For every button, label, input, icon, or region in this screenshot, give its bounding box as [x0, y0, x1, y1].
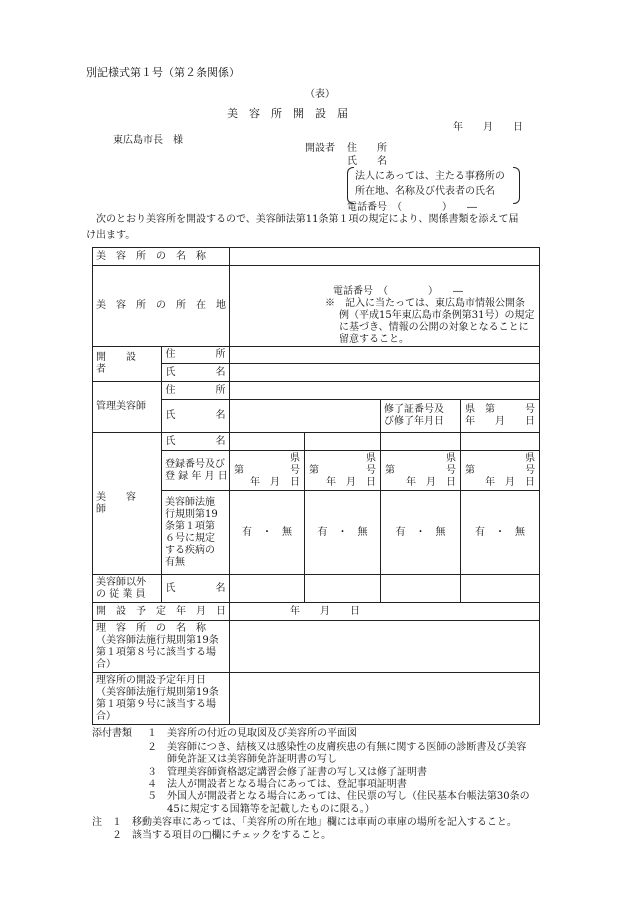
beautician-1-name[interactable]: [230, 433, 305, 451]
cert-label-1: 修了証番号及: [384, 404, 444, 415]
reg-number: 第 号: [234, 464, 300, 476]
beautician-3-registration[interactable]: [381, 451, 461, 491]
cert-prefecture: 県 第 号: [465, 404, 536, 415]
attachment-item: ５ 外国人が開設者となる場合にあっては、住民票の写し（住民基本台帳法第30条の: [147, 791, 530, 802]
cert-date: 年 月 日: [465, 416, 536, 427]
note-item: ２ 該当する項目の□欄にチェックをすること。: [112, 830, 332, 841]
attachments-label: 添付書類: [92, 728, 132, 739]
disease-label-6: 有無: [165, 556, 185, 568]
barber-date-label-4: 合）: [96, 710, 116, 722]
founder-name-field[interactable]: [230, 364, 540, 382]
attachment-item: ２ 美容師につき、結核又は感染性の皮膚疾患の有無に関する医師の診断書及び美容: [147, 742, 527, 753]
salon-name-field[interactable]: [230, 248, 540, 266]
registration-label: [162, 451, 230, 491]
reg-prefecture: 県: [366, 452, 376, 464]
barber-name-label-3: 第１項第８号に該当する場: [96, 646, 216, 658]
disease-label-3: 条第１項第: [165, 520, 215, 532]
founder-address-label: 住 所: [162, 347, 230, 364]
disease-label-5: する疾病の: [165, 544, 215, 556]
barber-date-label-2: （美容師法施行規則第19条: [96, 686, 219, 698]
staff-label-1: 美容師以外: [96, 576, 146, 588]
staff-2-name[interactable]: [305, 575, 381, 603]
reg-date: 年 月 日: [406, 476, 456, 488]
submission-date: 年 月 日: [453, 122, 523, 133]
beautician-4-disease[interactable]: 有 ・ 無: [461, 491, 540, 575]
note-item: １ 移動美容車にあっては、「美容所の所在地」欄には車両の車庫の場所を記入すること。: [112, 817, 517, 828]
front-side-mark: （表）: [305, 89, 335, 100]
beautician-2-registration[interactable]: [305, 451, 381, 491]
barber-date-label-3: 第１項第９号に該当する場: [96, 698, 216, 710]
founder-address-field[interactable]: [230, 347, 540, 364]
notes-label: 注: [92, 817, 102, 828]
intro-line-1: 次のとおり美容所を開設するので、美容師法第11条第１項の規定により、関係書類を添えて届: [86, 214, 519, 225]
beautician-name-label: 氏 名: [162, 433, 230, 451]
staff-4-name[interactable]: [461, 575, 540, 603]
manager-address-field[interactable]: [230, 382, 540, 400]
beautician-3-name[interactable]: [381, 433, 461, 451]
manager-name-label: 氏 名: [162, 400, 230, 433]
applicant-phone: 電話番号 （ ） ―: [347, 202, 477, 213]
cert-field[interactable]: [461, 400, 540, 433]
right-bracket: [513, 167, 520, 204]
manager-address-label: 住 所: [162, 382, 230, 400]
corporate-note-line-1: 法人にあっては、主たる事務所の: [355, 171, 505, 182]
founder-label: 開 設 者: [93, 347, 162, 382]
reg-number: 第 号: [385, 464, 456, 476]
barber-name-field[interactable]: [230, 621, 540, 673]
disease-label-4: ６号に規定: [165, 532, 215, 544]
applicant-label: 開設者: [305, 143, 335, 154]
reg-date: 年 月 日: [326, 476, 376, 488]
barber-date-field[interactable]: [230, 673, 540, 725]
barber-date-label-1: 理容所の開設予定年月日: [96, 674, 206, 686]
registration-label-1: 登録番号及び: [165, 458, 225, 470]
barber-name-label: [93, 621, 230, 673]
cert-label: [381, 400, 461, 433]
salon-location-field[interactable]: [230, 266, 540, 347]
applicant-name-label: 氏 名: [347, 156, 387, 167]
open-date-field[interactable]: 年 月 日: [230, 603, 540, 621]
beautician-1-disease[interactable]: 有 ・ 無: [230, 491, 305, 575]
salon-name-label: 美 容 所 の 名 称: [93, 248, 230, 266]
barber-name-label-1: 理 容 所 の 名 称: [96, 622, 206, 634]
registration-label-2: 登 録 年 月 日: [165, 470, 228, 482]
attachment-item: ４ 法人が開設者となる場合にあっては、登記事項証明書: [147, 779, 407, 790]
location-note-2: 例（平成15年東広島市条例第31号）の規定: [339, 310, 535, 321]
attachment-item: 師免許証又は美容師免許証明書の写し: [147, 754, 337, 765]
staff-label-2: の 従 業 員: [96, 588, 146, 600]
staff-label: [93, 575, 162, 603]
salon-location-label: 美 容 所 の 所 在 地: [93, 266, 230, 347]
intro-line-2: け出ます。: [86, 230, 136, 241]
attachment-item: １ 美容所の付近の見取図及び美容所の平面図: [147, 728, 357, 739]
disease-label-1: 美容師法施: [165, 496, 215, 508]
staff-name-label: 氏 名: [162, 575, 230, 603]
reg-date: 年 月 日: [485, 476, 536, 488]
barber-name-label-4: 合）: [96, 658, 116, 670]
reg-prefecture: 県: [525, 452, 536, 464]
reg-prefecture: 県: [290, 452, 300, 464]
location-note-1: ※ 記入に当たっては、東広島市情報公開条: [325, 298, 525, 309]
beautician-3-disease[interactable]: 有 ・ 無: [381, 491, 461, 575]
form-number: 別記様式第１号（第２条関係）: [86, 66, 240, 79]
location-note-4: 留意すること。: [339, 334, 409, 345]
beautician-4-registration[interactable]: [461, 451, 540, 491]
beautician-2-name[interactable]: [305, 433, 381, 451]
location-phone: 電話番号 （ ） ―: [333, 286, 463, 297]
cert-label-2: び修了年月日: [384, 416, 444, 427]
open-date-label: 開 設 予 定 年 月 日: [93, 603, 230, 621]
registration-table: [92, 247, 540, 725]
beautician-1-registration[interactable]: [230, 451, 305, 491]
beauticians-label: 美 容 師: [93, 433, 162, 575]
barber-date-label: [93, 673, 230, 725]
disease-label: [162, 491, 230, 575]
reg-number: 第 号: [309, 464, 376, 476]
beautician-4-name[interactable]: [461, 433, 540, 451]
beautician-2-disease[interactable]: 有 ・ 無: [305, 491, 381, 575]
corporate-note-line-2: 所在地、名称及び代表者の氏名: [355, 186, 495, 197]
manager-name-field[interactable]: [230, 400, 381, 433]
staff-1-name[interactable]: [230, 575, 305, 603]
attachment-item: 45に規定する国籍等を記載したものに限る。）: [147, 804, 375, 815]
manager-label: 管理美容師: [93, 382, 162, 433]
disease-label-2: 行規則第19: [165, 508, 218, 520]
founder-name-label: 氏 名: [162, 364, 230, 382]
reg-number: 第 号: [465, 464, 536, 476]
location-note-3: に基づき、情報の公開の対象となることに: [339, 322, 529, 333]
reg-prefecture: 県: [446, 452, 456, 464]
attachment-item: ３ 管理美容師資格認定講習会修了証書の写し又は修了証明書: [147, 767, 427, 778]
applicant-address-label: 住 所: [347, 143, 387, 154]
addressee: 東広島市長 様: [113, 135, 183, 146]
staff-3-name[interactable]: [381, 575, 461, 603]
document-title: 美 容 所 開 設 届: [227, 107, 348, 120]
reg-date: 年 月 日: [250, 476, 300, 488]
barber-name-label-2: （美容師法施行規則第19条: [96, 634, 219, 646]
left-bracket: [347, 167, 354, 204]
